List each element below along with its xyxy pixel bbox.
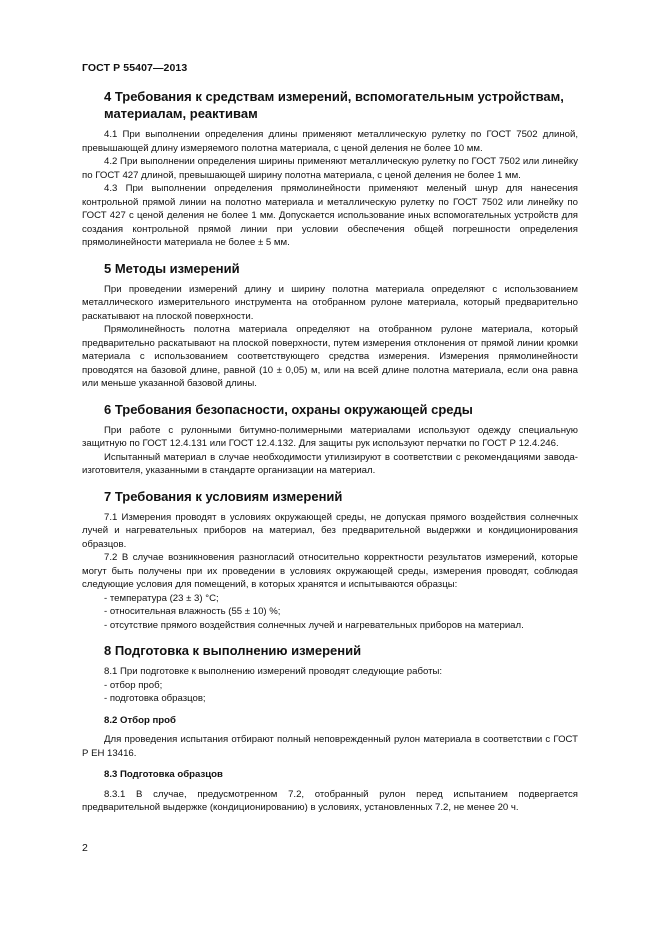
- section-5: [82, 260, 578, 391]
- list-item: - температура (23 ± 3) °С;: [104, 592, 219, 604]
- paragraph-7-2: 7.2 В случае возникновения разногласий относительно корректности результатов измерений, которые могут быть получены при их проведении в условиях окружающей среды, измерения проводят, соблюдая следующие условия для помещений, в которых хранятся и испытываются образцы:: [82, 552, 578, 590]
- section-4-title-line-1: 4 Требования к средствам измерений, вспомогательным устройствам,: [104, 89, 564, 104]
- document-header: ГОСТ Р 55407—2013: [82, 62, 188, 74]
- paragraph-4-3: 4.3 При выполнении определения прямолинейности применяют меленый шнур для нанесения контрольной прямой линии на полотно материала и металлическую рулетку по ГОСТ 7502 или линейку по ГОСТ 427 с ценой деления не более 1 мм. Допускается использование иных вспомогательных устройств для создания контрольной прямой линии при условии обеспечения общей погрешности определения прямолинейности материала не более ± 5 мм.: [82, 183, 578, 248]
- section-6-title: 6 Требования безопасности, охраны окружающей среды: [104, 401, 473, 417]
- paragraph-6-1: При работе с рулонными битумно-полимерными материалами используют одежду специальную защитную по ГОСТ 12.4.131 или ГОСТ 12.4.132. Для защиты рук используют перчатки по ГОСТ Р 12.4.246.: [82, 424, 578, 449]
- section-5-title: 5 Методы измерений: [104, 260, 240, 276]
- section-7: [82, 488, 578, 633]
- section-4: [82, 88, 578, 250]
- paragraph-4-1: 4.1 При выполнении определения длины применяют металлическую рулетку по ГОСТ 7502 длиной, превышающей длину измеряемого полотна материала, с ценой деления не более 10 мм.: [82, 129, 578, 154]
- page-number: 2: [82, 842, 88, 854]
- document-body: [82, 88, 578, 815]
- subsection-8-2-title: 8.2 Отбор проб: [104, 714, 176, 726]
- paragraph-7-1: 7.1 Измерения проводят в условиях окружающей среды, не допуская прямого воздействия солнечных лучей и нагревательных приборов на материал, без предварительной выдержки и кондиционирования образцов.: [82, 511, 578, 550]
- section-6: [82, 401, 578, 478]
- list-item: - отсутствие прямого воздействия солнечных лучей и нагревательных приборов на материал.: [104, 619, 524, 631]
- paragraph-6-2: Испытанный материал в случае необходимости утилизируют в соответствии с рекомендациями завода-изготовителя, указанными в стандарте организации на материал.: [82, 451, 578, 476]
- list-item: - отбор проб;: [104, 679, 163, 691]
- paragraph-5-2: Прямолинейность полотна материала определяют на отобранном рулоне материала, который предварительно раскатывают на плоской поверхности, путем измерения отклонения от прямой линии кромки материала с использованием соответствующего средства измерения. Измерения прямолинейности проводятся на базовой длине, равной (10 ± 0,05) м, или на всей длине полотна материала, если она равна или меньше указанной базовой длины.: [82, 324, 578, 389]
- section-8-title: 8 Подготовка к выполнению измерений: [104, 643, 362, 658]
- section-4-title-line-2: материалам, реактивам: [104, 106, 258, 121]
- paragraph-8-1: 8.1 При подготовке к выполнению измерений проводят следующие работы:: [104, 666, 443, 677]
- subsection-8-3-title: 8.3 Подготовка образцов: [104, 769, 223, 780]
- paragraph-4-2: 4.2 При выполнении определения ширины применяют металлическую рулетку по ГОСТ 7502 или линейку по ГОСТ 427 длиной, превышающей ширину полотна материала, с ценой деления не более 1 мм.: [82, 156, 578, 181]
- paragraph-8-2: Для проведения испытания отбирают полный неповрежденный рулон материала в соответствии с ГОСТ Р ЕН 13416.: [82, 734, 578, 759]
- paragraph-8-3-1: 8.3.1 В случае, предусмотренном 7.2, отобранный рулон перед испытанием подвергается предварительной выдержке (кондиционированию) в условиях, установленных 7.2, не менее 20 ч.: [82, 788, 578, 813]
- list-item: - подготовка образцов;: [104, 693, 206, 704]
- list-item: - относительная влажность (55 ± 10) %;: [104, 606, 281, 617]
- section-4-title: [82, 88, 578, 122]
- section-7-title: 7 Требования к условиям измерений: [104, 488, 343, 504]
- paragraph-5-1: При проведении измерений длину и ширину полотна материала определяют с использованием металлического измерительного инструмента на отобранном рулоне материала, который предварительно раскатывают на плоской поверхности.: [82, 283, 578, 322]
- section-8: [82, 642, 578, 815]
